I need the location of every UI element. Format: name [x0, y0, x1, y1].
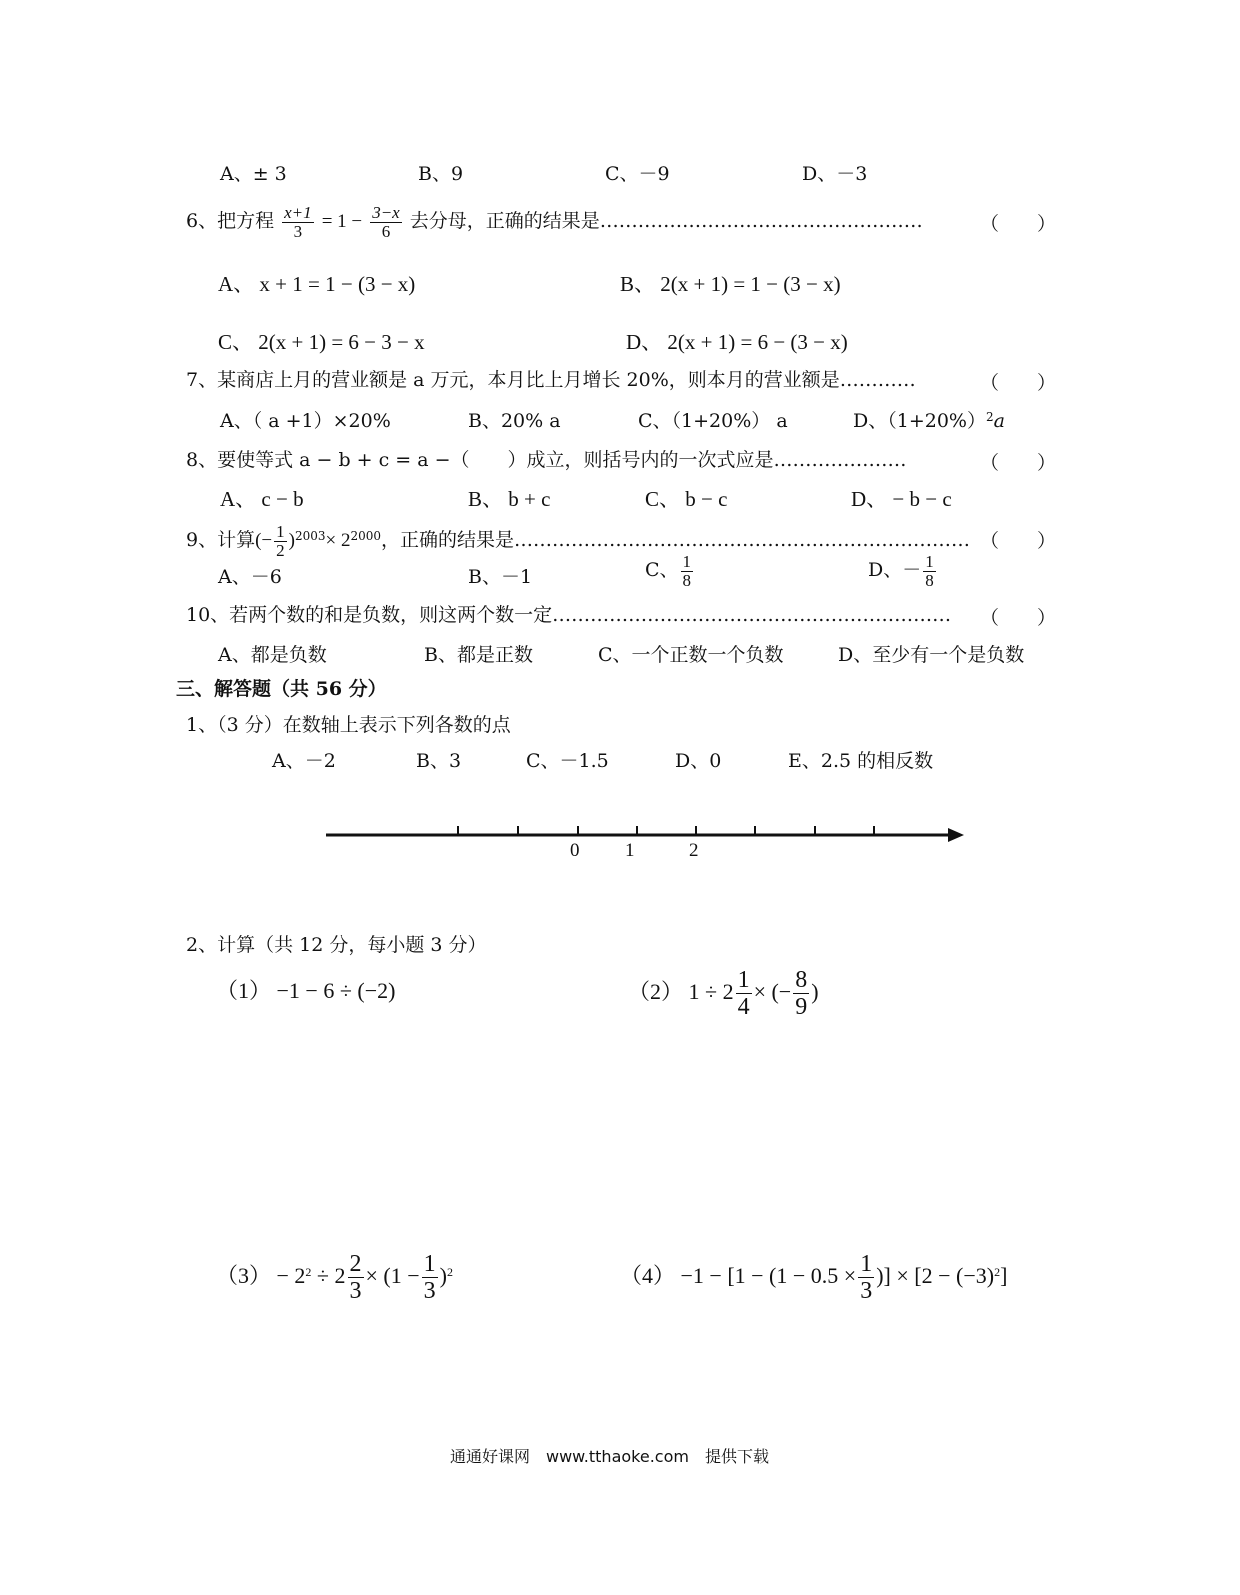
- q6-answer-paren: （ ）: [980, 213, 1057, 235]
- q10-stem: 10、若两个数的和是负数，则这两个数一定………………………………………………………: [186, 604, 952, 626]
- calc-4: （4） −1 − [1 − (1 − 0.5 × $\frac{1}{3}$ )] × $[2 - (-3)^2]$: [620, 1251, 1008, 1305]
- q10-option-a: A、都是负数: [218, 644, 327, 666]
- q9-option-b: B、－1: [468, 566, 533, 588]
- q8-option-c: C、 b − c: [645, 487, 728, 511]
- axis-label-1: 1: [625, 840, 635, 861]
- number-line: [320, 820, 970, 850]
- q5-option-a: A、± 3: [220, 163, 287, 185]
- q8-option-b: B、 b + c: [468, 487, 551, 511]
- calc-2: （2） 1 ÷ 2 $\frac{1}{4}$ × (− $\frac{8}{9}$ ): [628, 967, 819, 1021]
- problem-1-item-e: E、2.5 的相反数: [788, 750, 934, 772]
- q5-option-c: C、－9: [605, 163, 670, 185]
- q9-option-a: A、－6: [218, 566, 282, 588]
- problem-1-item-b: B、3: [416, 750, 462, 772]
- section-3-title: 三、解答题（共 56 分）: [176, 678, 387, 700]
- q5-option-b: B、9: [418, 163, 464, 185]
- q9-option-d: D、－ $\frac{1}{8}$: [868, 551, 934, 590]
- page-footer: 通通好课网 www.tthaoke.com 提供下载: [450, 1447, 769, 1466]
- q6-mid: = 1 −: [321, 211, 363, 232]
- problem-1-item-a: A、－2: [272, 750, 336, 772]
- q6-option-b: B、 2(x + 1) = 1 − (3 − x): [620, 272, 841, 296]
- q9-answer-paren: （ ）: [980, 530, 1057, 552]
- q9-option-c: C、 $\frac{1}{8}$: [645, 551, 692, 590]
- q7-option-d: D、$(1+20\%)^2a$: [853, 410, 1005, 432]
- problem-1-item-d: D、0: [675, 750, 722, 772]
- q6-option-c: C、 2(x + 1) = 6 − 3 − x: [218, 330, 425, 354]
- q6-label: 6、把方程: [186, 210, 275, 232]
- q8-option-d: D、 − b − c: [851, 487, 952, 511]
- q5-option-d: D、－3: [802, 163, 868, 185]
- q6-fraction-2: $\frac{3-x}{6}$: [372, 202, 400, 241]
- q10-option-d: D、至少有一个是负数: [838, 644, 1025, 666]
- q6-dots: ……………………………………………: [599, 210, 923, 232]
- q7-option-c: C、（1+20%） a: [638, 410, 788, 432]
- problem-2-stem: 2、计算（共 12 分，每小题 3 分）: [186, 934, 487, 956]
- q10-option-c: C、一个正数一个负数: [598, 644, 784, 666]
- q6-stem: [186, 198, 923, 244]
- q7-answer-paren: （ ）: [980, 372, 1057, 394]
- axis-label-2: 2: [689, 840, 699, 861]
- q7-stem: 7、某商店上月的营业额是 a 万元，本月比上月增长 20%，则本月的营业额是…………: [186, 369, 916, 391]
- q9-stem: 9、计算(− $\frac{1}{2}$ )$^{2003}\times 2^{2000}$，正确的结果是………………………………………………………………: [186, 521, 971, 560]
- q7-option-a: A、（ a +1）×20%: [220, 410, 391, 432]
- q6-fraction-1: $\frac{x+1}{3}$: [284, 202, 312, 241]
- q9-fraction: $\frac{1}{2}$: [276, 521, 285, 560]
- q10-option-b: B、都是正数: [424, 644, 533, 666]
- problem-1-item-c: C、－1.5: [526, 750, 609, 772]
- problem-1-stem: 1、（3 分）在数轴上表示下列各数的点: [186, 714, 511, 736]
- axis-label-0: 0: [570, 840, 580, 861]
- calc-1: （1） −1 − 6 ÷ (−2): [216, 978, 396, 1003]
- number-line-arrow: [948, 828, 964, 842]
- q8-stem: 8、要使等式 a − b + c = a −（ ）成立，则括号内的一次式应是…………………: [186, 449, 907, 471]
- q10-answer-paren: （ ）: [980, 607, 1057, 629]
- calc-3: $(3) - 2^2 \div 2$ $\frac{2}{3}$ × (1 − $\frac{1}{3}$ )$^2$: [216, 1251, 453, 1305]
- q6-option-d: D、 2(x + 1) = 6 − (3 − x): [626, 330, 848, 354]
- q7-option-b: B、20% a: [468, 410, 561, 432]
- q6-option-a: A、 x + 1 = 1 − (3 − x): [218, 272, 416, 296]
- q8-option-a: A、 c − b: [220, 487, 304, 511]
- q8-answer-paren: （ ）: [980, 452, 1057, 474]
- q6-tail: 去分母，正确的结果是: [409, 210, 600, 232]
